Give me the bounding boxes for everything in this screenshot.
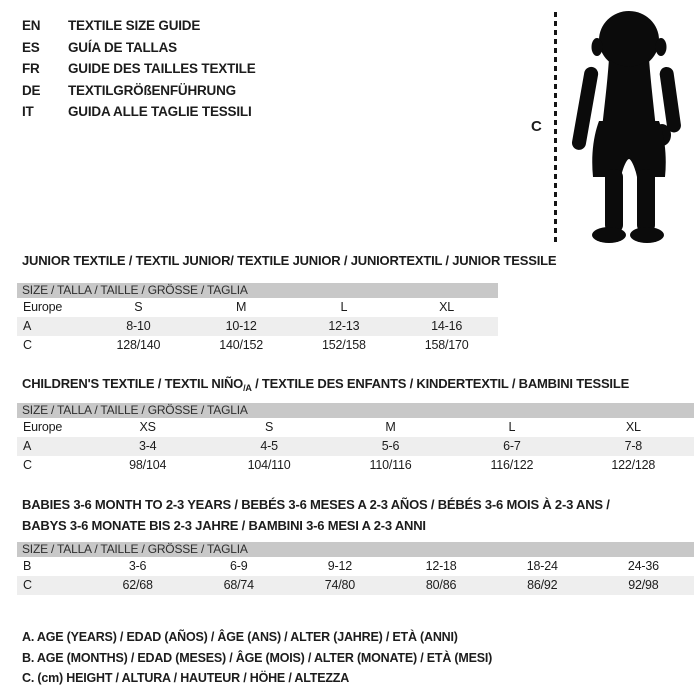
cell: 158/170 xyxy=(424,338,469,352)
language-row-es xyxy=(22,37,256,59)
cell: 80/86 xyxy=(425,578,457,592)
table-row xyxy=(17,437,694,456)
cell: 62/68 xyxy=(122,578,153,592)
cell: 18-24 xyxy=(526,559,558,573)
size-header-bar: SIZE / TALLA / TAILLE / GRÖSSE / TAGLIA xyxy=(17,542,694,557)
row-label: C xyxy=(23,338,32,352)
cell: XL xyxy=(439,300,455,314)
language-title: GUIDE DES TAILLES TEXTILE xyxy=(68,61,256,76)
language-title: TEXTILGRÖßENFÜHRUNG xyxy=(68,82,236,98)
cell: 74/80 xyxy=(324,578,356,592)
cell: 3-4 xyxy=(138,439,157,453)
cell: M xyxy=(385,420,396,434)
babies-size-table xyxy=(17,542,694,595)
cell: 68/74 xyxy=(223,578,254,592)
cell: 104/110 xyxy=(247,458,291,472)
row-label: A xyxy=(23,319,32,333)
language-code: FR xyxy=(22,61,40,76)
cell: 122/128 xyxy=(611,458,656,472)
cell: 10-12 xyxy=(225,319,257,333)
babies-section-title xyxy=(22,494,610,536)
row-label: Europe xyxy=(23,420,63,434)
cell: 6-7 xyxy=(503,439,521,453)
cell: 6-9 xyxy=(230,559,248,573)
cell: 4-5 xyxy=(260,439,278,453)
cell: 98/104 xyxy=(129,458,167,472)
cell: S xyxy=(265,420,274,434)
height-measure-label: C xyxy=(531,118,542,135)
language-code: IT xyxy=(22,104,34,119)
row-label: C xyxy=(23,578,32,592)
language-row-en xyxy=(22,15,256,37)
junior-size-table xyxy=(17,283,498,355)
children-size-table xyxy=(17,403,694,475)
title-text: / TEXTILE DES ENFANTS / KINDERTEXTIL / BAMBINI TESSILE xyxy=(251,376,630,391)
children-section-title xyxy=(22,373,629,399)
row-label: C xyxy=(23,458,32,472)
language-title: GUÍA DE TALLAS xyxy=(68,39,177,55)
table-row xyxy=(17,557,694,576)
size-header-bar: SIZE / TALLA / TAILLE / GRÖSSE / TAGLIA xyxy=(17,283,498,298)
language-row-it xyxy=(22,101,256,123)
cell: S xyxy=(134,300,143,314)
cell: 7-8 xyxy=(624,439,643,453)
cell: L xyxy=(340,300,348,314)
cell: XL xyxy=(625,420,641,434)
figure-area xyxy=(528,6,700,252)
row-label: A xyxy=(23,439,32,453)
cell: 140/152 xyxy=(219,338,264,352)
cell: 9-12 xyxy=(327,559,353,573)
cell: 110/116 xyxy=(369,458,412,472)
cell: 12-13 xyxy=(328,319,360,333)
cell: 8-10 xyxy=(126,319,151,333)
language-title: GUIDA ALLE TAGLIE TESSILI xyxy=(68,104,252,119)
language-row-fr xyxy=(22,58,256,80)
language-code: ES xyxy=(22,39,40,55)
language-title-list xyxy=(22,15,256,123)
cell: 86/92 xyxy=(527,578,558,592)
table-row xyxy=(17,336,498,355)
language-code: DE xyxy=(22,82,41,98)
language-row-de xyxy=(22,80,256,102)
cell: 3-6 xyxy=(128,559,147,573)
table-row xyxy=(17,317,498,336)
toddler-silhouette-icon xyxy=(559,8,699,250)
cell: L xyxy=(508,420,516,434)
table-row xyxy=(17,418,694,437)
junior-section-title: JUNIOR TEXTILE / TEXTIL JUNIOR/ TEXTILE JUNIOR / JUNIORTEXTIL / JUNIOR TESSILE xyxy=(22,253,557,268)
title-text: CHILDREN'S TEXTILE / TEXTIL NIÑO xyxy=(22,376,244,391)
language-title: TEXTILE SIZE GUIDE xyxy=(68,18,201,33)
footnote-a: A. AGE (YEARS) / EDAD (AÑOS) / ÂGE (ANS) / ALTER (JAHRE) / ETÀ (ANNI) xyxy=(22,630,458,644)
cell: 116/122 xyxy=(490,458,534,472)
footnotes xyxy=(22,627,492,689)
size-header-bar: SIZE / TALLA / TAILLE / GRÖSSE / TAGLIA xyxy=(17,403,694,418)
footnote-b: B. AGE (MONTHS) / EDAD (MESES) / ÂGE (MOIS) / ALTER (MONATE) / ETÀ (MESI) xyxy=(22,650,493,665)
title-subscript: /A xyxy=(243,383,252,393)
row-label: B xyxy=(23,559,32,573)
cell: 14-16 xyxy=(431,319,463,333)
cell: 12-18 xyxy=(425,559,457,573)
height-measure-dashed-line xyxy=(554,12,557,246)
row-label: Europe xyxy=(23,300,63,314)
language-code: EN xyxy=(22,18,41,33)
table-row xyxy=(17,576,694,595)
table-row xyxy=(17,456,694,475)
table-row xyxy=(17,298,498,317)
footnote-c: C. (cm) HEIGHT / ALTURA / HAUTEUR / HÖHE / ALTEZZA xyxy=(22,671,350,685)
cell: 128/140 xyxy=(116,338,161,352)
cell: 5-6 xyxy=(381,439,400,453)
cell: XS xyxy=(139,420,156,434)
cell: M xyxy=(236,300,247,314)
cell: 152/158 xyxy=(321,338,366,352)
cell: 24-36 xyxy=(627,559,659,573)
title-line: BABYS 3-6 MONATE BIS 2-3 JAHRE / BAMBINI 3-6 MESI A 2-3 ANNI xyxy=(22,518,426,533)
cell: 92/98 xyxy=(628,578,659,592)
title-line: BABIES 3-6 MONTH TO 2-3 YEARS / BEBÉS 3-6 MESES A 2-3 AÑOS / BÉBÉS 3-6 MOIS À 2-3 ANS / xyxy=(22,497,610,512)
